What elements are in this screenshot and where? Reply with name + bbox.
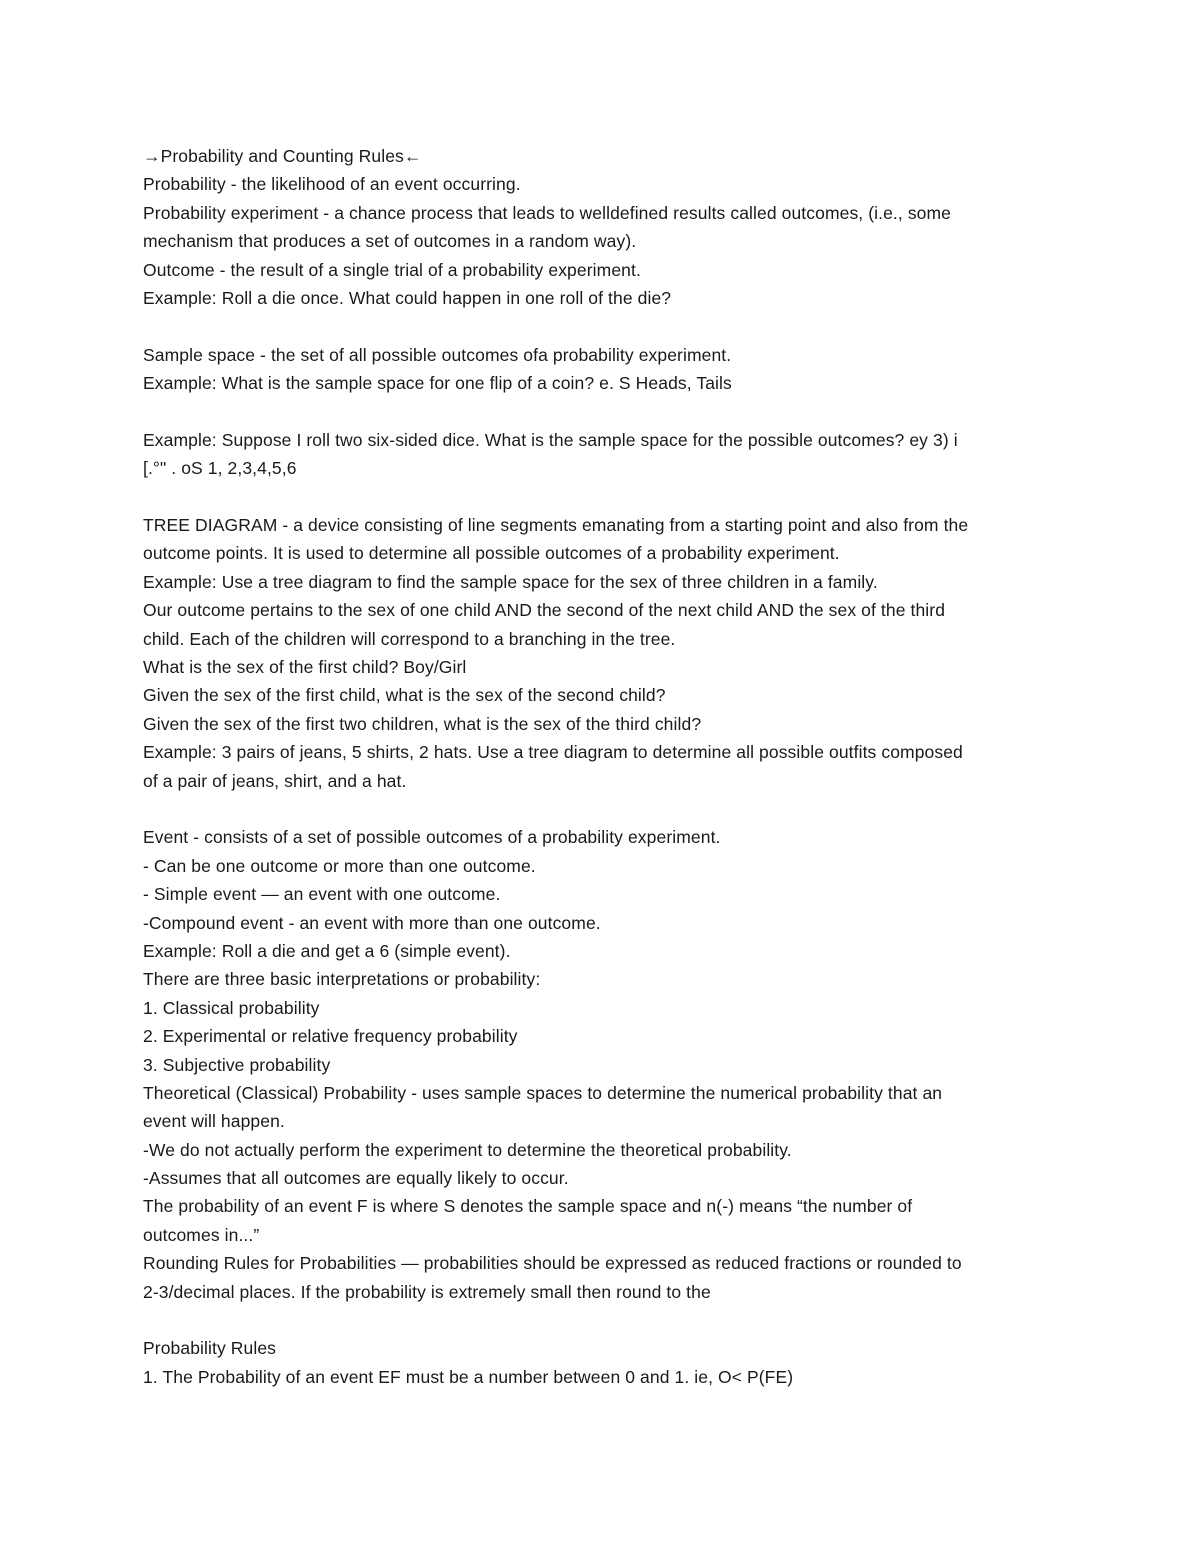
list-item: 1. The Probability of an event EF must be a number between 0 and 1. ie, O< P(FE) — [143, 1366, 794, 1387]
text-line: Example: Suppose I roll two six-sided dice. What is the sample space for the possible outcomes? ey 3) i — [143, 429, 958, 450]
text-line: Example: Use a tree diagram to find the sample space for the sex of three children in a family. — [143, 571, 878, 592]
text-line: Probability experiment - a chance process that leads to welldefined results called outcomes, (i.e., some — [143, 202, 952, 223]
text-line: Outcome - the result of a single trial of a probability experiment. — [143, 259, 641, 280]
text-line: Example: What is the sample space for one flip of a coin? e. S Heads, Tails — [143, 373, 732, 394]
text-line: TREE DIAGRAM - a device consisting of line segments emanating from a starting point and also from the — [143, 515, 969, 536]
text-line: -Compound event - an event with more than one outcome. — [143, 912, 601, 933]
text-line: Our outcome pertains to the sex of one child AND the second of the next child AND the sex of the third — [143, 600, 946, 621]
text-line: Rounding Rules for Probabilities — probabilities should be expressed as reduced fractions or rounded to — [143, 1253, 962, 1274]
text-line: - Can be one outcome or more than one outcome. — [143, 855, 536, 876]
list-item: 3. Subjective probability — [143, 1054, 331, 1075]
section-heading: Probability Rules — [143, 1338, 277, 1359]
text-line: The probability of an event F is where S denotes the sample space and n(-) means “the number of — [143, 1196, 913, 1217]
text-line: -We do not actually perform the experiment to determine the theoretical probability. — [143, 1139, 792, 1160]
text-line: child. Each of the children will correspond to a branching in the tree. — [143, 628, 676, 649]
document-body — [143, 142, 1063, 1391]
text-line: Theoretical (Classical) Probability - uses sample spaces to determine the numerical probability that an — [143, 1082, 943, 1103]
text-line: Given the sex of the first two children, what is the sex of the third child? — [143, 713, 702, 734]
text-line: outcome points. It is used to determine all possible outcomes of a probability experiment. — [143, 543, 840, 564]
text-line: Example: 3 pairs of jeans, 5 shirts, 2 hats. Use a tree diagram to determine all possible outfits composed — [143, 742, 963, 763]
text-line: event will happen. — [143, 1111, 285, 1132]
text-line: [.°" . oS 1, 2,3,4,5,6 — [143, 458, 297, 479]
blank-line — [143, 1306, 1063, 1334]
blank-line — [143, 483, 1063, 511]
text-line: There are three basic interpretations or probability: — [143, 969, 541, 990]
text-line: Sample space - the set of all possible outcomes ofa probability experiment. — [143, 344, 732, 365]
text-line: - Simple event — an event with one outcome. — [143, 884, 501, 905]
text-line: What is the sex of the first child? Boy/Girl — [143, 657, 467, 678]
text-line: 2-3/decimal places. If the probability is extremely small then round to the — [143, 1281, 711, 1302]
blank-line — [143, 312, 1063, 340]
text-line: outcomes in...” — [143, 1224, 260, 1245]
list-item: 2. Experimental or relative frequency probability — [143, 1026, 518, 1047]
document-title: →Probability and Counting Rules← — [143, 146, 422, 166]
text-line: Probability - the likelihood of an event occurring. — [143, 174, 521, 195]
list-item: 1. Classical probability — [143, 997, 320, 1018]
text-line: Example: Roll a die and get a 6 (simple event). — [143, 940, 511, 961]
text-line: Example: Roll a die once. What could happen in one roll of the die? — [143, 287, 672, 308]
text-line: mechanism that produces a set of outcomes in a random way). — [143, 231, 637, 252]
text-line: of a pair of jeans, shirt, and a hat. — [143, 770, 407, 791]
blank-line — [143, 398, 1063, 426]
text-line: Event - consists of a set of possible outcomes of a probability experiment. — [143, 827, 721, 848]
text-line: Given the sex of the first child, what is the sex of the second child? — [143, 685, 666, 706]
text-line: -Assumes that all outcomes are equally likely to occur. — [143, 1168, 569, 1189]
blank-line — [143, 795, 1063, 823]
